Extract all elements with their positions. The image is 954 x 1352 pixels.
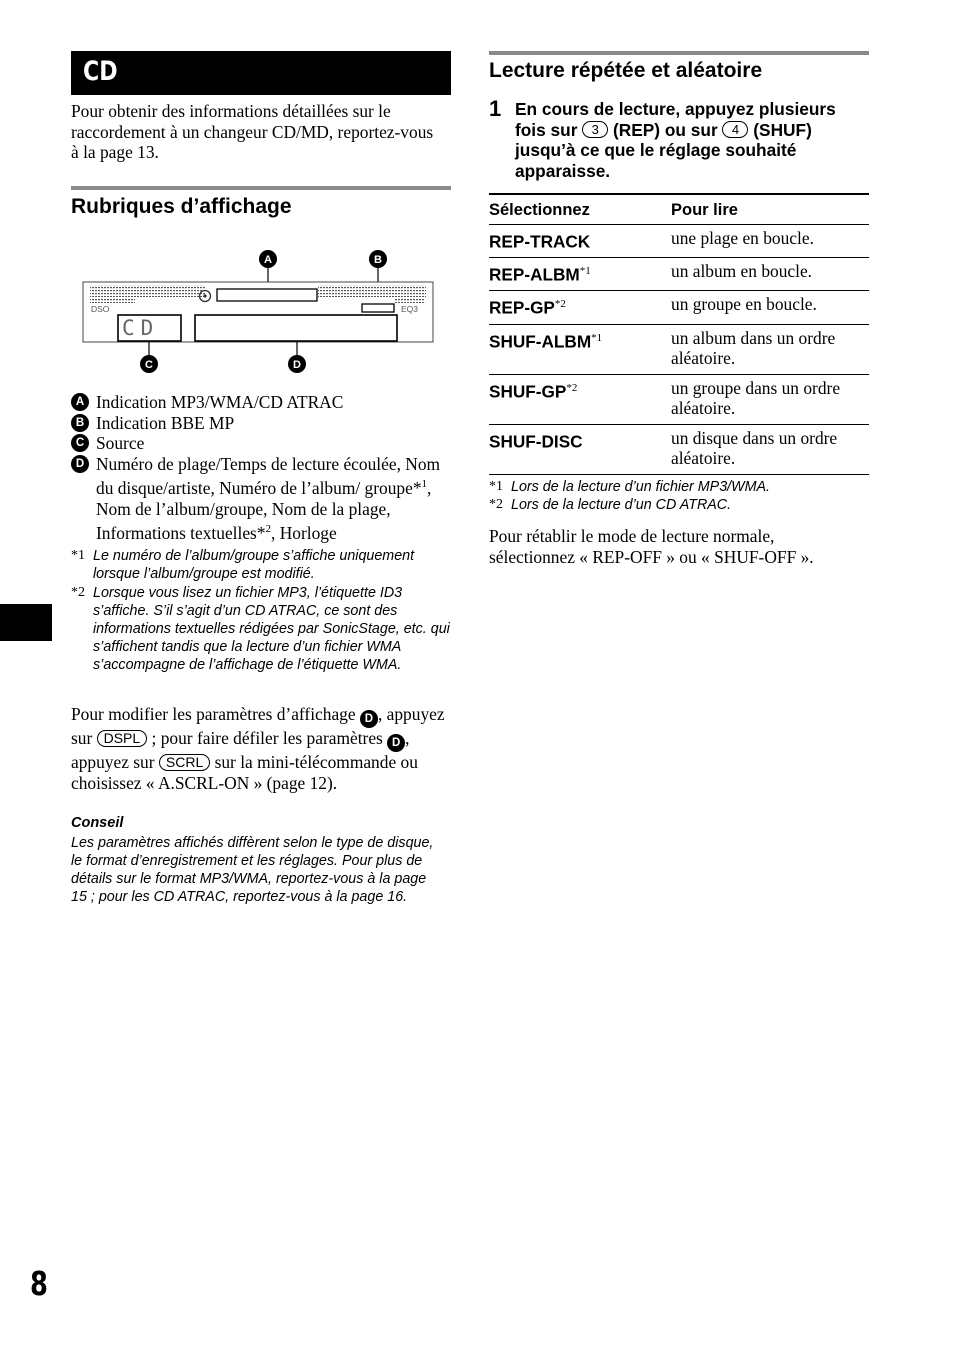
table-footnote-1-mark: *1 [489, 479, 503, 494]
legend-sup-1: 1 [421, 478, 428, 491]
table-row [489, 258, 869, 291]
badge-d: D [71, 455, 89, 473]
change-text-4: , appuyez sur [71, 728, 410, 772]
main-text-area [195, 315, 397, 341]
display-segments-right-lower [395, 298, 425, 303]
legend-text-b: Indication BBE MP [96, 412, 235, 433]
mode-cell [489, 258, 671, 291]
key-3: 3 [582, 121, 608, 138]
legend-text-d-2: , Nom de l’album/groupe, Nom de la plage, Informations textuelles* [96, 478, 432, 544]
step-text-3: (SHUF) jusqu’à ce que le réglage souhaité apparaisse. [515, 119, 812, 181]
callout-a [259, 250, 277, 287]
mode-name: SHUF-ALBM [489, 331, 592, 352]
table-footnote-2-text: Lors de la lecture d’un CD ATRAC. [511, 497, 732, 513]
desc-cell: un album en boucle. [671, 258, 869, 291]
footnote-1-mark: *1 [71, 548, 85, 563]
mp3-wma-indicator [217, 289, 317, 301]
dso-label: DSO [91, 304, 110, 314]
legend-text-c: Source [96, 433, 145, 454]
desc-cell: un disque dans un ordre aléatoire. [671, 424, 869, 474]
mode-name: REP-GP [489, 298, 555, 319]
step-number: 1 [489, 96, 502, 121]
legend-text-d-1: Numéro de plage/Temps de lecture écoulée, Nom du disque/artiste, Numéro de l’album/ groupe* [96, 453, 441, 499]
source-text: CD [122, 316, 160, 340]
step-text-2: (REP) ou sur [608, 119, 723, 140]
display-legend [71, 392, 456, 544]
legend-sup-2: 2 [265, 523, 272, 536]
display-segments-right [318, 285, 426, 297]
table-footnote-2 [489, 496, 869, 514]
desc-cell: un groupe dans un ordre aléatoire. [671, 374, 869, 424]
table-footnote-1 [489, 478, 869, 496]
mode-cell [489, 225, 671, 258]
display-segments-left-lower [90, 298, 135, 303]
step-text-1: En cours de lecture, appuyez plusieurs fois sur [515, 99, 836, 140]
change-text-5: sur la mini-télécommande ou choisissez « A.SCRL-ON » (page 12). [71, 752, 418, 793]
mode-cell [489, 291, 671, 324]
inline-badge-d-1: D [360, 710, 378, 728]
mode-note: *1 [591, 331, 603, 344]
mode-note: *2 [566, 381, 578, 394]
footnote-1-text: Le numéro de l’album/groupe s’affiche uniquement lorsque l’album/groupe est modifié. [93, 548, 415, 582]
closing-text: Pour rétablir le mode de lecture normale, sélectionnez « REP-OFF » ou « SHUF-OFF ». [489, 526, 814, 567]
footnote-2-text: Lorsque vous lisez un fichier MP3, l’étiquette ID3 s’affiche. S’il s’agit d’un CD ATRAC, ce sont des informations textuelles rédigées par SonicStage, etc. qui s’affichent tandis que la lecture d’un fichier WMA s’accompagne de l’affichage de l’étiquette WMA. [93, 585, 450, 673]
callout-b-label: B [374, 254, 382, 266]
page-title: CD [83, 56, 118, 87]
mode-name: SHUF-GP [489, 381, 567, 402]
tip-text: Les paramètres affichés diffèrent selon le type de disque, le format d’enregistrement et les réglages. Pour plus de détails sur le format MP3/WMA, reportez-vous à la page 15 ; pour les CD ATRAC, reportez-vous à la page 16. [71, 835, 434, 905]
change-text-1: Pour modifier les paramètres d’affichage [71, 704, 360, 724]
section-tab-marker [0, 604, 52, 641]
mode-note: *1 [579, 265, 591, 278]
callout-d-label: D [293, 359, 301, 371]
title-bar [71, 51, 451, 95]
change-display-text [71, 704, 453, 793]
legend-item-b [71, 413, 456, 434]
intro-text: Pour obtenir des informations détaillées sur le raccordement à un changeur CD/MD, reportez-vous à la page 13. [71, 101, 434, 162]
step-text [515, 99, 870, 181]
mode-cell [489, 374, 671, 424]
mode-note: *2 [554, 298, 566, 311]
desc-cell: une plage en boucle. [671, 225, 869, 258]
table-row [489, 324, 869, 374]
display-segments-left [90, 285, 206, 297]
section-rule-display [71, 186, 451, 190]
footnote-2 [71, 584, 453, 674]
footnote-1 [71, 547, 453, 583]
legend-text-d-3: , Horloge [271, 523, 337, 544]
table-footnote-2-mark: *2 [489, 497, 503, 512]
table-row [489, 291, 869, 324]
callout-d [288, 341, 306, 373]
desc-cell: un groupe en boucle. [671, 291, 869, 324]
mode-name: SHUF-DISC [489, 431, 583, 452]
heading-repeat-shuffle: Lecture répétée et aléatoire [489, 59, 763, 82]
section-rule-repeat [489, 51, 869, 55]
mode-name: REP-TRACK [489, 231, 591, 252]
bbe-mp-indicator [362, 304, 394, 312]
table-row [489, 424, 869, 474]
mode-name: REP-ALBM [489, 264, 580, 285]
page-number: 8 [30, 1264, 48, 1303]
table-row [489, 374, 869, 424]
scrl-key: SCRL [159, 754, 210, 771]
table-header-row [489, 194, 869, 225]
change-text-2: , appuyez sur [71, 704, 445, 748]
col-header-play: Pour lire [671, 194, 869, 225]
play-mode-table [489, 193, 869, 475]
legend-item-c [71, 433, 456, 454]
desc-cell: un album dans un ordre aléatoire. [671, 324, 869, 374]
heading-display-items: Rubriques d’affichage [71, 195, 292, 218]
key-4: 4 [722, 121, 748, 138]
change-text-3: ; pour faire défiler les paramètres [147, 728, 388, 748]
eq3-label: EQ3 [401, 304, 419, 314]
callout-c [140, 341, 158, 373]
legend-text-a: Indication MP3/WMA/CD ATRAC [96, 392, 344, 412]
mode-cell [489, 424, 671, 474]
footnote-2-mark: *2 [71, 585, 85, 600]
callout-a-label: A [264, 254, 272, 266]
callout-c-label: C [145, 359, 153, 371]
badge-c: C [71, 434, 89, 452]
tip-title: Conseil [71, 815, 124, 831]
dspl-key: DSPL [97, 730, 148, 747]
display-diagram [80, 248, 436, 376]
col-header-select: Sélectionnez [489, 194, 671, 225]
mode-cell [489, 324, 671, 374]
table-row [489, 225, 869, 258]
legend-item-d [71, 454, 456, 544]
legend-item-a [71, 392, 456, 413]
table-footnote-1-text: Lors de la lecture d’un fichier MP3/WMA. [511, 479, 771, 495]
inline-badge-d-2: D [387, 734, 405, 752]
badge-b: B [71, 414, 89, 432]
badge-a: A [71, 393, 89, 411]
